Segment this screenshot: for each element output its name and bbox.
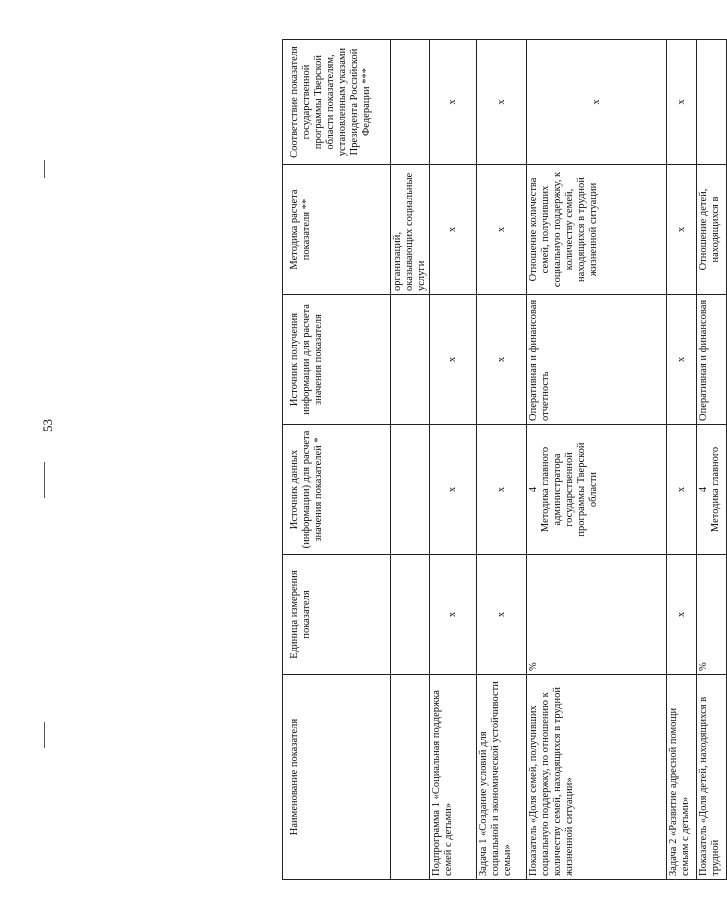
rotated-table-container xyxy=(282,40,721,880)
header-cell: Источник получения информации для расчета значения показателя xyxy=(283,295,391,425)
table-cell: х xyxy=(667,295,697,425)
header-cell: Наименование показателя xyxy=(283,675,391,880)
table-cell: х xyxy=(430,555,477,675)
table-row xyxy=(667,40,697,880)
table-cell: х xyxy=(667,165,697,295)
table-cell: х xyxy=(477,40,527,165)
table-cell: х xyxy=(527,40,667,165)
table-cell: Задача 2 «Развитие адресной помощи семьям с детьми» xyxy=(667,675,697,880)
table-cell: Отношение количества семей, получивших социальную поддержку, к количеству семей, находящихся в трудной жизненной ситуации xyxy=(527,165,667,295)
header-cell: Источник данных (информации) для расчета значения показателей * xyxy=(283,425,391,555)
indicator-table xyxy=(282,39,727,880)
table-cell xyxy=(391,675,430,880)
header-cell: Соответствие показателя государственной программы Тверской области показателям, установленным указами Президента Российской Федерации *** xyxy=(283,40,391,165)
table-cell: Оперативная и финансовая xyxy=(697,295,727,425)
table-row xyxy=(391,40,430,880)
table-cell: Оперативная и финансовая отчетность xyxy=(527,295,667,425)
table-row xyxy=(430,40,477,880)
table-cell: Отношение детей, находящихся в xyxy=(697,165,727,295)
table-row xyxy=(527,40,667,880)
table-cell: х xyxy=(430,40,477,165)
table-cell: х xyxy=(430,165,477,295)
table-header-row xyxy=(283,40,391,880)
table-cell xyxy=(391,295,430,425)
scan-mark xyxy=(44,722,45,748)
table-cell: х xyxy=(667,555,697,675)
table-cell: % xyxy=(527,555,667,675)
table-cell: Показатель «Доля семей, получивших социальную поддержку, по отношению к количеству семей, находящихся в трудной жизненной ситуации» xyxy=(527,675,667,880)
table-cell xyxy=(697,40,727,165)
table-row xyxy=(477,40,527,880)
table-cell: х xyxy=(430,425,477,555)
table-cell: 4 Методика главного администратора государственной программы Тверской области xyxy=(527,425,667,555)
table-cell: х xyxy=(477,165,527,295)
table-cell: х xyxy=(430,295,477,425)
table-cell: х xyxy=(667,40,697,165)
table-cell: х xyxy=(477,295,527,425)
table-cell xyxy=(391,425,430,555)
page-number: 53 xyxy=(40,419,55,432)
table-cell xyxy=(391,40,430,165)
table-cell: х xyxy=(667,425,697,555)
table-cell: % xyxy=(697,555,727,675)
table-row xyxy=(697,40,727,880)
table-cell: организаций, оказывающих социальные услуги xyxy=(391,165,430,295)
table-cell: х xyxy=(477,425,527,555)
header-cell: Методика расчета показателя ** xyxy=(283,165,391,295)
header-cell: Единица измерения показателя xyxy=(283,555,391,675)
table-cell xyxy=(391,555,430,675)
table-cell: Задача 1 «Создание условий для социальной и экономической устойчивости семьи» xyxy=(477,675,527,880)
table-cell: х xyxy=(477,555,527,675)
scan-mark xyxy=(44,160,45,178)
scan-mark xyxy=(44,462,45,498)
table-cell: Подпрограмма 1 «Социальная поддержка семей с детьми» xyxy=(430,675,477,880)
table-cell: 4 Методика главного xyxy=(697,425,727,555)
table-cell: Показатель «Доля детей, находящихся в трудной xyxy=(697,675,727,880)
